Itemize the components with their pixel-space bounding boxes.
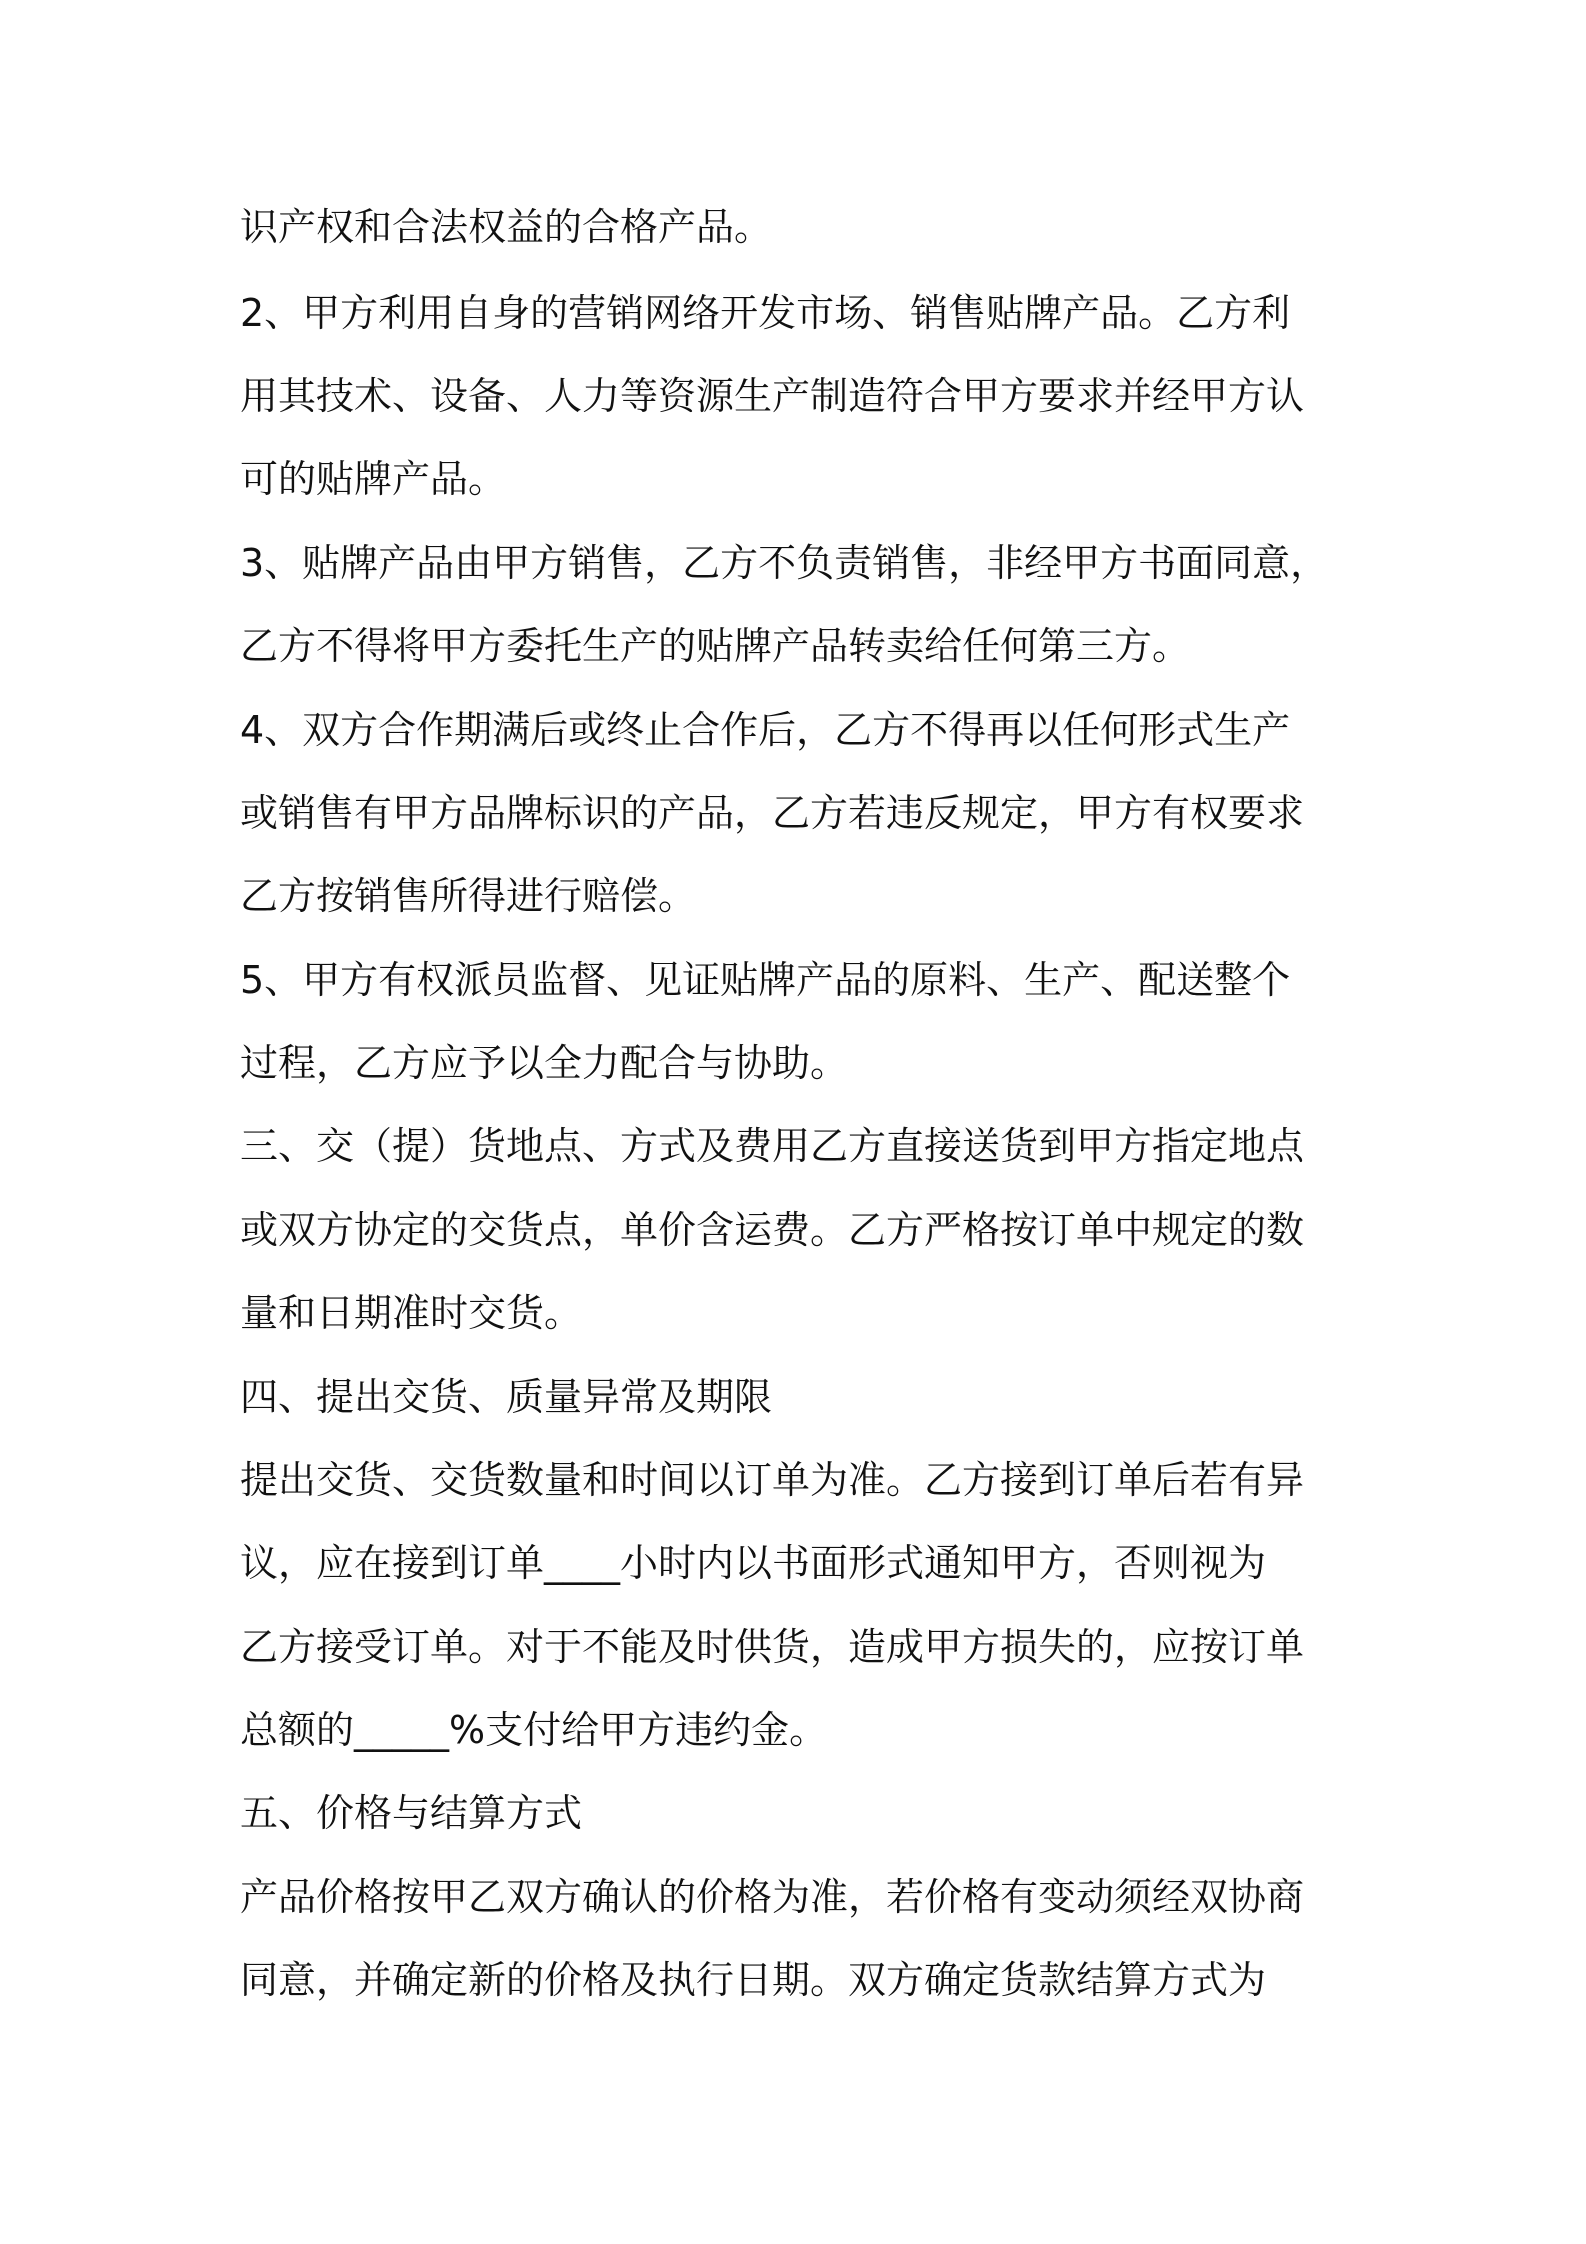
text-line: 议，应在接到订单____小时内以书面形式通知甲方，否则视为 [240, 1541, 1267, 1585]
text-line: 三、交（提）货地点、方式及费用乙方直接送货到甲方指定地点 [240, 1124, 1305, 1168]
text-line: 乙方按销售所得进行赔偿。 [240, 874, 697, 918]
text-line: 或销售有甲方品牌标识的产品，乙方若违反规定，甲方有权要求 [240, 791, 1305, 835]
text-line: 或双方协定的交货点，单价含运费。乙方严格按订单中规定的数 [240, 1208, 1305, 1252]
text-line: 5、甲方有权派员监督、见证贴牌产品的原料、生产、配送整个 [240, 958, 1291, 1002]
text-line: 乙方不得将甲方委托生产的贴牌产品转卖给任何第三方。 [240, 624, 1191, 668]
text-line: 识产权和合法权益的合格产品。 [240, 205, 773, 249]
text-line: 总额的_____%支付给甲方违约金。 [240, 1708, 828, 1752]
text-line: 同意，并确定新的价格及执行日期。双方确定货款结算方式为 [240, 1958, 1267, 2002]
text-line: 4、双方合作期满后或终止合作后，乙方不得再以任何形式生产 [240, 708, 1291, 752]
text-line: 量和日期准时交货。 [240, 1291, 583, 1335]
text-line: 可的贴牌产品。 [240, 457, 507, 501]
section-heading: 四、提出交货、质量异常及期限 [240, 1375, 773, 1419]
text-line: 产品价格按甲乙双方确认的价格为准，若价格有变动须经双协商 [240, 1875, 1305, 1919]
text-line: 乙方接受订单。对于不能及时供货，造成甲方损失的，应按订单 [240, 1625, 1305, 1669]
text-line: 3、贴牌产品由甲方销售，乙方不负责销售，非经甲方书面同意， [240, 541, 1329, 585]
text-line: 用其技术、设备、人力等资源生产制造符合甲方要求并经甲方认 [240, 374, 1305, 418]
text-line: 2、甲方利用自身的营销网络开发市场、销售贴牌产品。乙方利 [240, 291, 1291, 335]
section-heading: 五、价格与结算方式 [240, 1791, 583, 1835]
text-line: 过程，乙方应予以全力配合与协助。 [240, 1041, 849, 1085]
text-line: 提出交货、交货数量和时间以订单为准。乙方接到订单后若有异 [240, 1458, 1305, 1502]
